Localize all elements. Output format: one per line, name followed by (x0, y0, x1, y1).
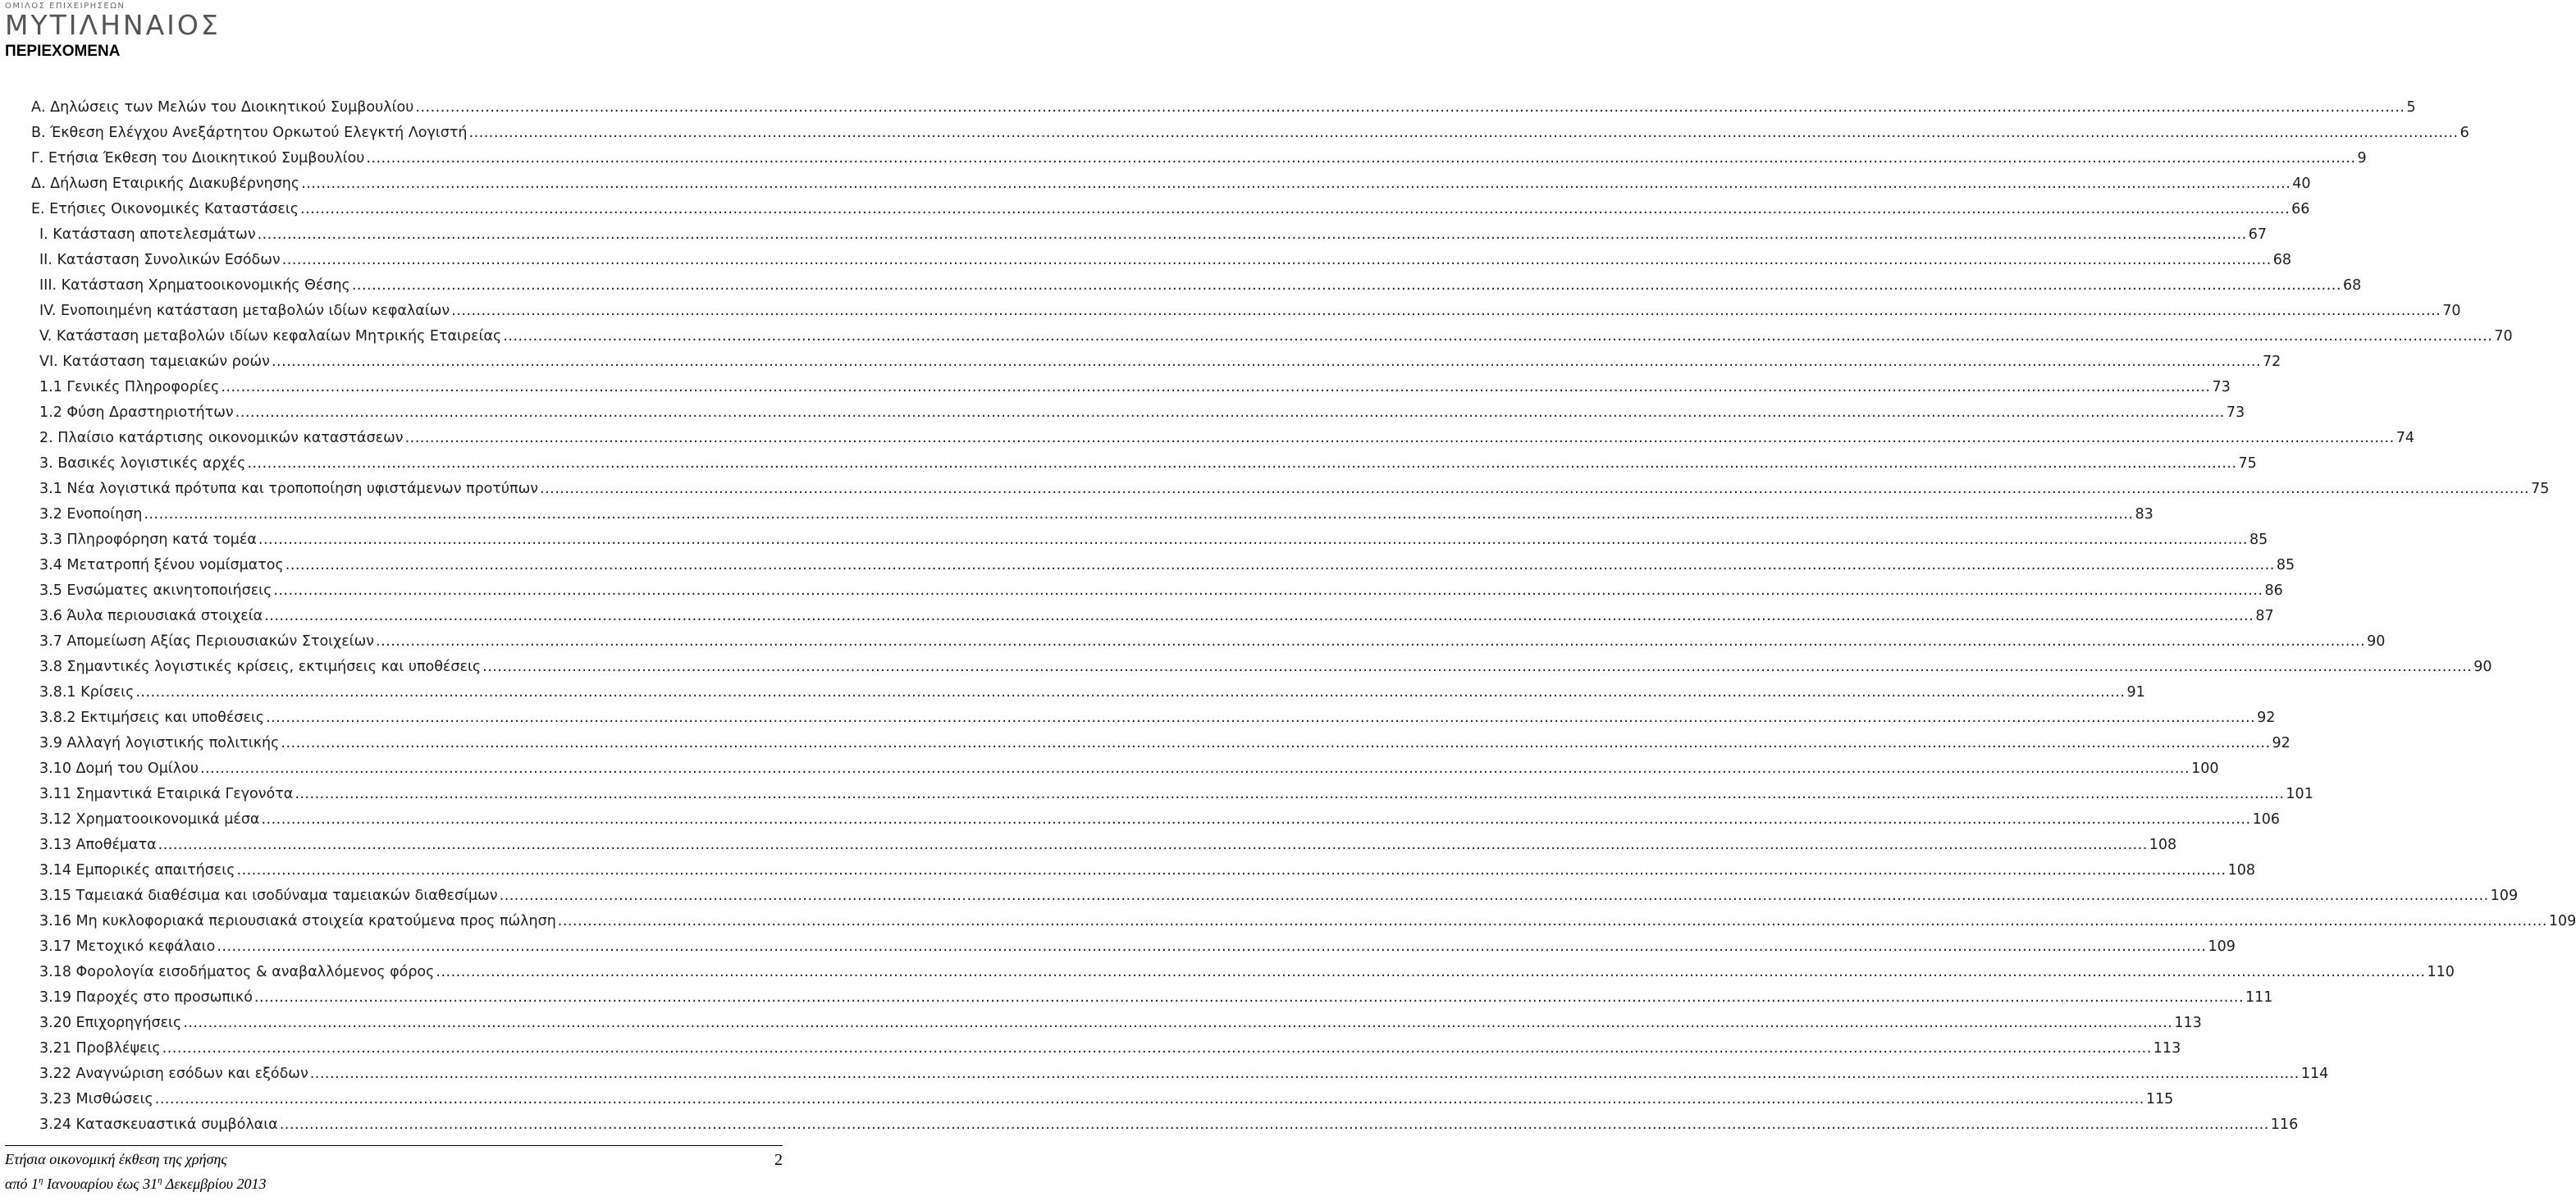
toc-entry-label: 3.8 Σημαντικές λογιστικές κρίσεις, εκτιμήσεις και υποθέσεις (39, 658, 482, 675)
toc-entry[interactable] (39, 1035, 2181, 1061)
toc-entry-page: 68 (2342, 276, 2362, 294)
toc-entry-label: Γ. Ετήσια Έκθεση του Διοικητικού Συμβουλίου (31, 149, 365, 167)
toc-entry-page: 109 (2548, 912, 2576, 929)
toc-entry-page: 83 (2135, 505, 2154, 523)
toc-entry-label: 3.8.2 Εκτιμήσεις και υποθέσεις (39, 709, 265, 726)
toc-leader-dots: ................................................................................................................................................................................................................................................................................................................................................................................................................ (264, 607, 2254, 624)
toc-entry[interactable] (39, 654, 2492, 679)
toc-entry[interactable] (39, 628, 2386, 654)
toc-entry-label: 3.11 Σημαντικά Εταιρικά Γεγονότα (39, 785, 294, 802)
company-logo-text: ΜΥΤΙΛΗΝΑΙΟΣ (5, 9, 221, 41)
toc-entry-page: 106 (2252, 811, 2280, 828)
page-title: ΠΕΡΙΕΧΟΜΕΝΑ (5, 43, 121, 60)
toc-entry-page: 90 (2367, 632, 2386, 650)
toc-leader-dots: ................................................................................................................................................................................................................................................................................................................................................................................................................ (221, 378, 2211, 395)
toc-entry-page: 92 (2272, 734, 2291, 751)
toc-entry[interactable] (39, 527, 2268, 552)
toc-entry-page: 101 (2286, 785, 2313, 802)
toc-entry-label: Α. Δηλώσεις των Μελών του Διοικητικού Συμβουλίου (31, 98, 414, 116)
toc-entry[interactable] (39, 730, 2291, 756)
toc-entry[interactable] (39, 323, 2513, 349)
toc-entry[interactable] (39, 781, 2313, 806)
toc-entry[interactable] (39, 1112, 2299, 1137)
toc-entry-page: 116 (2270, 1116, 2299, 1133)
toc-leader-dots: ................................................................................................................................................................................................................................................................................................................................................................................................................ (183, 1014, 2173, 1031)
toc-leader-dots: ................................................................................................................................................................................................................................................................................................................................................................................................................ (281, 251, 2272, 268)
toc-leader-dots: ................................................................................................................................................................................................................................................................................................................................................................................................................ (253, 989, 2245, 1006)
toc-entry[interactable] (39, 806, 2280, 832)
toc-entry[interactable] (39, 298, 2461, 323)
toc-entry-page: 75 (2238, 454, 2257, 472)
toc-leader-dots: ................................................................................................................................................................................................................................................................................................................................................................................................................ (247, 454, 2237, 472)
toc-leader-dots: ................................................................................................................................................................................................................................................................................................................................................................................................................ (366, 149, 2356, 167)
toc-entry-label: 3.10 Δομή του Ομίλου (39, 760, 199, 777)
toc-leader-dots: ................................................................................................................................................................................................................................................................................................................................................................................................................ (376, 632, 2366, 650)
toc-entry-page: 75 (2531, 480, 2550, 497)
toc-entry[interactable] (39, 883, 2519, 908)
toc-entry-label: 3.6 Άυλα περιουσιακά στοιχεία (39, 607, 263, 624)
toc-entry[interactable] (39, 984, 2273, 1010)
toc-entry[interactable] (39, 832, 2177, 857)
toc-leader-dots: ................................................................................................................................................................................................................................................................................................................................................................................................................ (503, 327, 2493, 345)
toc-entry-page: 85 (2276, 556, 2295, 573)
toc-entry[interactable] (39, 501, 2154, 527)
toc-entry-label: 2. Πλαίσιο κατάρτισης οικονομικών καταστάσεων (39, 429, 404, 446)
toc-entry[interactable] (31, 196, 2310, 221)
toc-entry-page: 100 (2191, 760, 2219, 777)
toc-entry-page: 113 (2153, 1039, 2181, 1057)
toc-entry-label: 3.15 Ταμειακά διαθέσιμα και ισοδύναμα ταμειακών διαθεσίμων (39, 887, 498, 904)
toc-entry-label: 3.5 Ενσώματες ακινητοποιήσεις (39, 582, 272, 599)
toc-entry-label: 3.16 Μη κυκλοφοριακά περιουσιακά στοιχεία κρατούμενα προς πώληση (39, 912, 556, 929)
toc-entry-page: 109 (2208, 938, 2236, 955)
toc-entry[interactable] (39, 934, 2236, 959)
toc-leader-dots: ................................................................................................................................................................................................................................................................................................................................................................................................................ (266, 709, 2256, 726)
toc-leader-dots: ................................................................................................................................................................................................................................................................................................................................................................................................................ (301, 175, 2291, 192)
toc-entry[interactable] (39, 1086, 2174, 1112)
toc-entry-label: 3.2 Ενοποίηση (39, 505, 143, 523)
toc-entry-page: 90 (2473, 658, 2492, 675)
toc-leader-dots: ................................................................................................................................................................................................................................................................................................................................................................................................................ (351, 276, 2341, 294)
toc-entry-label: ΙΙ. Κατάσταση Συνολικών Εσόδων (39, 251, 281, 268)
toc-entry[interactable] (39, 705, 2276, 730)
toc-entry-label: 3.18 Φορολογία εισοδήματος & αναβαλλόμενος φόρος (39, 963, 435, 980)
toc-entry-page: 110 (2427, 963, 2455, 980)
toc-entry[interactable] (31, 171, 2311, 196)
toc-entry[interactable] (39, 247, 2292, 272)
toc-entry[interactable] (39, 578, 2283, 603)
toc-leader-dots: ................................................................................................................................................................................................................................................................................................................................................................................................................ (540, 480, 2530, 497)
toc-entry[interactable] (39, 400, 2245, 425)
toc-entry-page: 74 (2396, 429, 2414, 446)
toc-leader-dots: ................................................................................................................................................................................................................................................................................................................................................................................................................ (271, 353, 2262, 370)
toc-entry-label: 3.21 Προβλέψεις (39, 1039, 161, 1057)
toc-entry-label: 3.7 Απομείωση Αξίας Περιουσιακών Στοιχείων (39, 632, 375, 650)
toc-entry[interactable] (39, 1010, 2202, 1035)
footer-report-title: Ετήσια οικονομική έκθεση της χρήσης (5, 1151, 227, 1167)
toc-entry-label: 3.14 Εμπορικές απαιτήσεις (39, 861, 235, 879)
toc-entry-label: 3.19 Παροχές στο προσωπικό (39, 989, 253, 1006)
toc-leader-dots: ................................................................................................................................................................................................................................................................................................................................................................................................................ (235, 404, 2225, 421)
toc-entry-page: 91 (2126, 683, 2145, 701)
toc-entry[interactable] (39, 476, 2550, 501)
toc-leader-dots: ................................................................................................................................................................................................................................................................................................................................................................................................................ (557, 912, 2547, 929)
toc-entry-label: Ι. Κατάσταση αποτελεσμάτων (39, 226, 256, 243)
toc-entry-page: 73 (2212, 378, 2231, 395)
toc-entry-page: 115 (2145, 1090, 2174, 1107)
toc-entry-page: 87 (2255, 607, 2274, 624)
toc-entry-page: 108 (2227, 861, 2256, 879)
toc-entry-label: 3. Βασικές λογιστικές αρχές (39, 454, 246, 472)
toc-entry-page: 70 (2442, 302, 2461, 319)
toc-leader-dots: ................................................................................................................................................................................................................................................................................................................................................................................................................ (236, 861, 2227, 879)
toc-entry-label: 3.22 Αναγνώριση εσόδων και εξόδων (39, 1065, 308, 1082)
toc-leader-dots: ................................................................................................................................................................................................................................................................................................................................................................................................................ (217, 938, 2207, 955)
toc-entry-label: VI. Κατάσταση ταμειακών ροών (39, 353, 270, 370)
toc-entry-label: 3.9 Αλλαγή λογιστικής πολιτικής (39, 734, 280, 751)
toc-entry-label: 3.23 Μισθώσεις (39, 1090, 153, 1107)
toc-leader-dots: ................................................................................................................................................................................................................................................................................................................................................................................................................ (415, 98, 2405, 116)
toc-entry-label: 1.1 Γενικές Πληροφορίες (39, 378, 220, 395)
toc-leader-dots: ................................................................................................................................................................................................................................................................................................................................................................................................................ (261, 811, 2251, 828)
page-footer (5, 1145, 783, 1200)
toc-entry-label: ΙΙΙ. Κατάσταση Χρηματοοικονομικής Θέσης (39, 276, 350, 294)
toc-entry[interactable] (39, 374, 2231, 400)
toc-entry-page: 113 (2174, 1014, 2202, 1031)
toc-entry-label: 1.2 Φύση Δραστηριοτήτων (39, 404, 234, 421)
toc-entry-page: 86 (2264, 582, 2283, 599)
toc-leader-dots: ................................................................................................................................................................................................................................................................................................................................................................................................................ (436, 963, 2426, 980)
toc-entry-label: Ε. Ετήσιες Οικονομικές Καταστάσεις (31, 200, 299, 217)
footer-period: από $1^\eta$ Ιανουαρίου έως $31^\eta$ Δεκεμβρίου 2013 (5, 1176, 267, 1192)
toc-leader-dots: ................................................................................................................................................................................................................................................................................................................................................................................................................ (499, 887, 2489, 904)
toc-entry-page: 85 (2249, 531, 2268, 548)
toc-entry[interactable] (31, 94, 2416, 120)
toc-leader-dots: ................................................................................................................................................................................................................................................................................................................................................................................................................ (258, 531, 2248, 548)
toc-leader-dots: ................................................................................................................................................................................................................................................................................................................................................................................................................ (482, 658, 2473, 675)
document-header (5, 0, 333, 61)
toc-entry[interactable] (39, 603, 2274, 628)
toc-entry[interactable] (39, 425, 2414, 450)
toc-leader-dots: ................................................................................................................................................................................................................................................................................................................................................................................................................ (154, 1090, 2144, 1107)
toc-entry[interactable] (39, 857, 2256, 883)
toc-entry-label: 3.1 Νέα λογιστικά πρότυπα και τροποποίηση υφιστάμενων προτύπων (39, 480, 539, 497)
toc-entry[interactable] (39, 679, 2145, 705)
toc-entry-page: 108 (2149, 836, 2177, 853)
toc-entry-label: Δ. Δήλωση Εταιρικής Διακυβέρνησης (31, 175, 300, 192)
toc-entry[interactable] (39, 908, 2576, 934)
toc-entry-page: 109 (2490, 887, 2519, 904)
toc-entry-label: 3.24 Κατασκευαστικά συμβόλαια (39, 1116, 278, 1133)
toc-entry-page: 40 (2292, 175, 2311, 192)
toc-entry[interactable] (39, 221, 2267, 247)
toc-leader-dots: ................................................................................................................................................................................................................................................................................................................................................................................................................ (162, 1039, 2152, 1057)
toc-entry-label: V. Κατάσταση μεταβολών ιδίων κεφαλαίων Μητρικής Εταιρείας (39, 327, 502, 345)
toc-leader-dots: ................................................................................................................................................................................................................................................................................................................................................................................................................ (468, 124, 2459, 141)
toc-entry-label: Β. Έκθεση Ελέγχου Ανεξάρτητου Ορκωτού Ελεγκτή Λογιστή (31, 124, 468, 141)
toc-leader-dots: ................................................................................................................................................................................................................................................................................................................................................................................................................ (309, 1065, 2300, 1082)
toc-leader-dots: ................................................................................................................................................................................................................................................................................................................................................................................................................ (285, 556, 2275, 573)
toc-entry-page: 70 (2494, 327, 2513, 345)
toc-entry-page: 114 (2300, 1065, 2329, 1082)
toc-leader-dots: ................................................................................................................................................................................................................................................................................................................................................................................................................ (281, 734, 2271, 751)
toc-entry-page: 68 (2272, 251, 2292, 268)
toc-entry[interactable] (39, 756, 2219, 781)
page-number: 2 (774, 1151, 783, 1169)
toc-entry-page: 66 (2291, 200, 2310, 217)
toc-leader-dots: ................................................................................................................................................................................................................................................................................................................................................................................................................ (158, 836, 2148, 853)
toc-leader-dots: ................................................................................................................................................................................................................................................................................................................................................................................................................ (451, 302, 2441, 319)
toc-leader-dots: ................................................................................................................................................................................................................................................................................................................................................................................................................ (199, 760, 2190, 777)
toc-leader-dots: ................................................................................................................................................................................................................................................................................................................................................................................................................ (144, 505, 2134, 523)
toc-leader-dots: ................................................................................................................................................................................................................................................................................................................................................................................................................ (135, 683, 2126, 701)
toc-entry-label: 3.12 Χρηματοοικονομικά μέσα (39, 811, 260, 828)
toc-entry-label: IV. Ενοποιημένη κατάσταση μεταβολών ιδίων κεφαλαίων (39, 302, 450, 319)
toc-entry[interactable] (39, 349, 2281, 374)
toc-entry-page: 72 (2263, 353, 2281, 370)
toc-entry-page: 73 (2226, 404, 2245, 421)
toc-entry-page: 6 (2460, 124, 2469, 141)
toc-leader-dots: ................................................................................................................................................................................................................................................................................................................................................................................................................ (273, 582, 2263, 599)
toc-entry[interactable] (31, 120, 2469, 145)
toc-leader-dots: ................................................................................................................................................................................................................................................................................................................................................................................................................ (257, 226, 2247, 243)
toc-entry-label: 3.20 Επιχορηγήσεις (39, 1014, 182, 1031)
toc-entry[interactable] (39, 450, 2257, 476)
toc-entry-page: 9 (2357, 149, 2367, 167)
toc-leader-dots: ................................................................................................................................................................................................................................................................................................................................................................................................................ (404, 429, 2395, 446)
toc-entry[interactable] (39, 272, 2362, 298)
toc-entry-label: 3.4 Μετατροπή ξένου νομίσματος (39, 556, 284, 573)
toc-entry-page: 67 (2248, 226, 2267, 243)
toc-entry[interactable] (39, 1061, 2329, 1086)
toc-entry[interactable] (39, 959, 2455, 984)
toc-entry[interactable] (39, 552, 2295, 578)
toc-entry-label: 3.3 Πληροφόρηση κατά τομέα (39, 531, 257, 548)
company-group-label: ΟΜΙΛΟΣ ΕΠΙΧΕΙΡΗΣΕΩΝ (5, 2, 126, 11)
toc-entry-label: 3.17 Μετοχικό κεφάλαιο (39, 938, 216, 955)
toc-leader-dots: ................................................................................................................................................................................................................................................................................................................................................................................................................ (295, 785, 2285, 802)
toc-leader-dots: ................................................................................................................................................................................................................................................................................................................................................................................................................ (300, 200, 2291, 217)
toc-entry-label: 3.13 Αποθέματα (39, 836, 157, 853)
toc-entry-page: 5 (2406, 98, 2416, 116)
toc-entry[interactable] (31, 145, 2367, 171)
toc-entry-page: 111 (2245, 989, 2273, 1006)
toc-entry-page: 92 (2257, 709, 2276, 726)
toc-entry-label: 3.8.1 Κρίσεις (39, 683, 135, 701)
toc-leader-dots: ................................................................................................................................................................................................................................................................................................................................................................................................................ (279, 1116, 2269, 1133)
